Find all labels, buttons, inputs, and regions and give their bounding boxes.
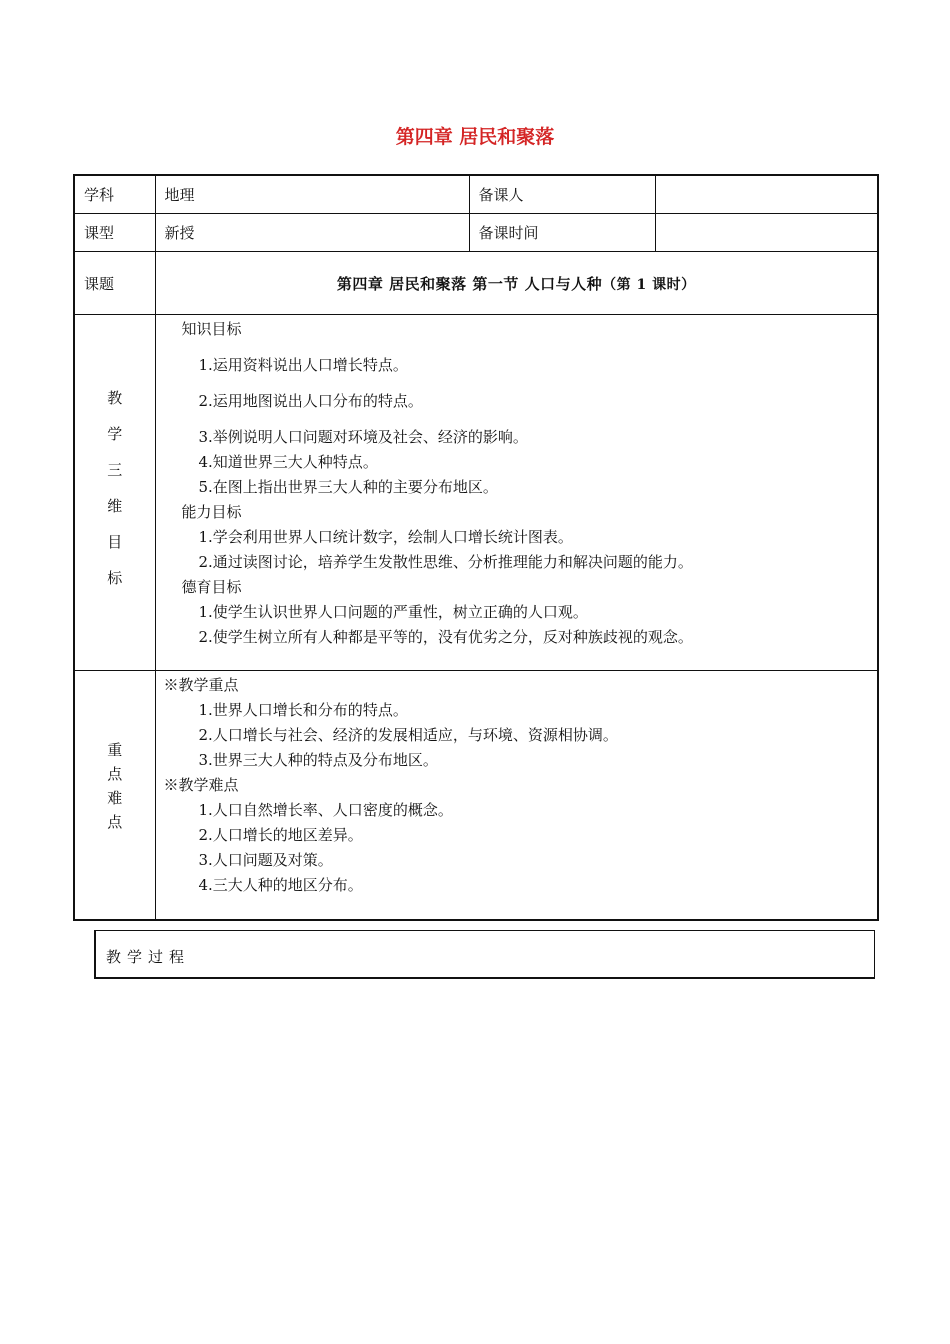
- list-item: 2.运用地图说出人口分布的特点。: [198, 392, 423, 410]
- list-item: 3.人口问题及对策。: [198, 851, 333, 869]
- list-item: 3.举例说明人口问题对环境及社会、经济的影响。: [198, 428, 528, 446]
- goals-label: [74, 315, 155, 671]
- list-item: 1.世界人口增长和分布的特点。: [198, 701, 408, 719]
- subject-value: 地理: [155, 175, 469, 214]
- list-item: 1.人口自然增长率、人口密度的概念。: [198, 801, 453, 819]
- topic-row: [74, 252, 878, 315]
- key-heading: ※教学重点: [163, 676, 239, 694]
- goals-row: [74, 315, 878, 671]
- goals-label-char: 教: [107, 388, 123, 407]
- list-item: 3.世界三大人种的特点及分布地区。: [198, 751, 438, 769]
- knowledge-heading: 知识目标: [181, 320, 242, 338]
- teaching-process-label: 教学过程: [106, 948, 191, 966]
- key-label-char: 重: [107, 741, 123, 759]
- list-item: 2.使学生树立所有人种都是平等的，没有优劣之分，反对种族歧视的观念。: [198, 628, 693, 646]
- key-label-char: 点: [107, 813, 123, 831]
- type-label: 课型: [74, 214, 155, 252]
- difficult-heading: ※教学难点: [163, 776, 239, 794]
- type-value: 新授: [155, 214, 469, 252]
- moral-heading: 德育目标: [181, 578, 242, 596]
- preparer-label: 备课人: [469, 175, 655, 214]
- type-row: [74, 214, 878, 252]
- goals-label-char: 标: [107, 568, 123, 587]
- key-points-label: [74, 671, 155, 921]
- topic-cell: [155, 252, 878, 315]
- list-item: 2.人口增长与社会、经济的发展相适应，与环境、资源相协调。: [198, 726, 618, 744]
- topic-lesson-number: （第 1 课时）: [602, 276, 696, 293]
- ability-heading: 能力目标: [181, 503, 242, 521]
- list-item: 2.人口增长的地区差异。: [198, 826, 363, 844]
- list-item: 1.使学生认识世界人口问题的严重性，树立正确的人口观。: [198, 603, 588, 621]
- topic-label: 课题: [74, 252, 155, 315]
- teaching-process-box: [94, 930, 875, 979]
- key-points-content: [155, 671, 878, 921]
- key-label-char: 难: [107, 789, 123, 807]
- list-item: 1.学会利用世界人口统计数字，绘制人口增长统计图表。: [198, 528, 573, 546]
- prep-time-value: [655, 214, 878, 252]
- key-points-row: [74, 671, 878, 921]
- topic-main: 第四章 居民和聚落 第一节 人口与人种: [336, 274, 603, 293]
- prep-time-label: 备课时间: [469, 214, 655, 252]
- goals-label-char: 学: [107, 424, 123, 443]
- list-item: 4.知道世界三大人种特点。: [198, 453, 378, 471]
- page-title: 第四章 居民和聚落: [395, 126, 555, 148]
- list-item: 2.通过读图讨论，培养学生发散性思维、分析推理能力和解决问题的能力。: [198, 553, 693, 571]
- subject-label: 学科: [74, 175, 155, 214]
- goals-content: [155, 315, 878, 671]
- list-item: 1.运用资料说出人口增长特点。: [198, 356, 408, 374]
- key-label-char: 点: [107, 765, 123, 783]
- goals-label-char: 目: [107, 532, 123, 551]
- lesson-plan-table: [73, 174, 879, 921]
- goals-label-char: 维: [107, 496, 123, 515]
- list-item: 5.在图上指出世界三大人种的主要分布地区。: [198, 478, 498, 496]
- list-item: 4.三大人种的地区分布。: [198, 876, 363, 894]
- subject-row: [74, 175, 878, 214]
- goals-label-char: 三: [107, 460, 123, 479]
- preparer-value: [655, 175, 878, 214]
